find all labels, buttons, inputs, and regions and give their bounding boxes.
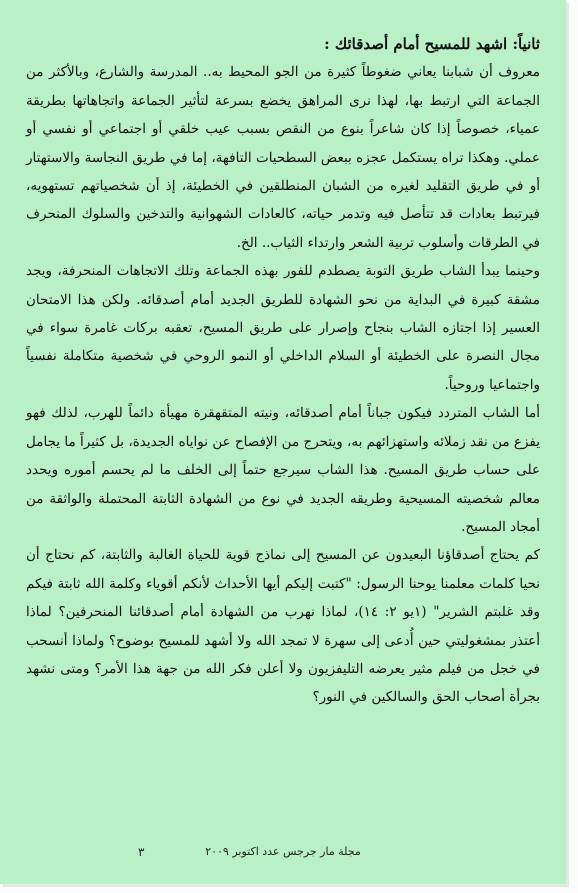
paragraph-hesitant-youth: أما الشاب المتردد فيكون جباناً أمام أصدقائه، ونيته المتقهقرة مهيأة دائماً للهرب، لذلك فهو يفزع من نقد زملائه واستهزائهم به، ويتحرج من الإفصاح عن نواياه الجديدة، بل كثيراً ما يجامل على حساب طريق المسيح. هذا الشاب سيرجع حتماً إلى الخلف ما لم يحسم أموره ويحدد معالم شخصيته المسيحية وطريقه الجديد في نوع من الشهادة الثابتة المحتملة والواثقة من أمجاد المسيح. [26,405,541,535]
paragraph-repentance-path: وحينما يبدأ الشاب طريق التوبة يصطدم للفور بهذه الجماعة وتلك الاتجاهات المنحرفة، ويجد مشقة كبيرة في البداية من نحو الشهادة للطريق الجديد أمام أصدقائه. ولكن هذا الامتحان العسير إذا اجتازه الشاب بنجاح وإصرار على طريق المسيح، تعقبه بركات غامرة سواء في مجال النصرة على الخطيئة أو السلام الداخلي أو النمو الروحي في شخصية متكاملة نفسياً واجتماعيا وروحياً. [26,263,540,393]
article-body [26,30,540,712]
paragraph-peer-pressure: معروف أن شبابنا يعاني ضغوطاً كثيرة من الجو المحيط به.. المدرسة والشارع، وبالأكثر من الجماعة التي ارتبط بها، لهذا نرى المراهق يخضع بسرعة لتأثير الجماعة واتجاهاتها بطريقة عمياء، خصوصاً إذا كان شاعراً بنوع من النقص بسبب عيب خلقي أو اجتماعي أو نفسي أو عملي. وهكذا تراه يستكمل عجزه ببعض السطحيات التافهة، إما في طريق النجاسة والاستهتار أو في طريق التقليد لغيره من الشبان المنطلقين في الخطيئة، إذ أن شخصياتهم تستهويه، فيرتبط بعادات قد تتأصل فيه وتدمر حياته، كالعادات الشهوانية والتدخين والسلوك المنحرف في الطرقات وأسلوب تربية الشعر وارتداء الثياب.. الخ. [26,64,540,251]
section-heading: ثانياً: اشهد للمسيح أمام أصدقائك : [324,35,540,53]
page-number: ٣ [138,845,145,859]
publication-title: مجلة مار جرجس عدد اكتوبر ٢٠٠٩ [205,845,361,858]
paragraph-call-to-witness: كم يحتاج أصدقاؤنا البعيدون عن المسيح إلى نماذج قوية للحياة الغالبة والثابتة، كم نحتاج أن نحيا كلمات معلمنا يوحنا الرسول: "كتبت إليكم أيها الأحداث لأنكم أقوياء وكلمة الله ثابتة فيكم وقد غلبتم الشرير" (١يو ٢: ١٤)، لماذا نهرب من الشهادة أمام أصدقائنا المنحرفين؟ لماذا أعتذر بمشغوليتي حين أُدعى إلى سهرة لا تمجد الله ولا أشهد للمسيح بوضوح؟ ولماذا أنسحب في خجل من فيلم مثير يعرضه التليفزيون ولا أعلن فكر الله من جهة هذا الأمر؟ ومتى نشهد بجرأة أصحاب الحق والسالكين في النور؟ [26,547,541,706]
